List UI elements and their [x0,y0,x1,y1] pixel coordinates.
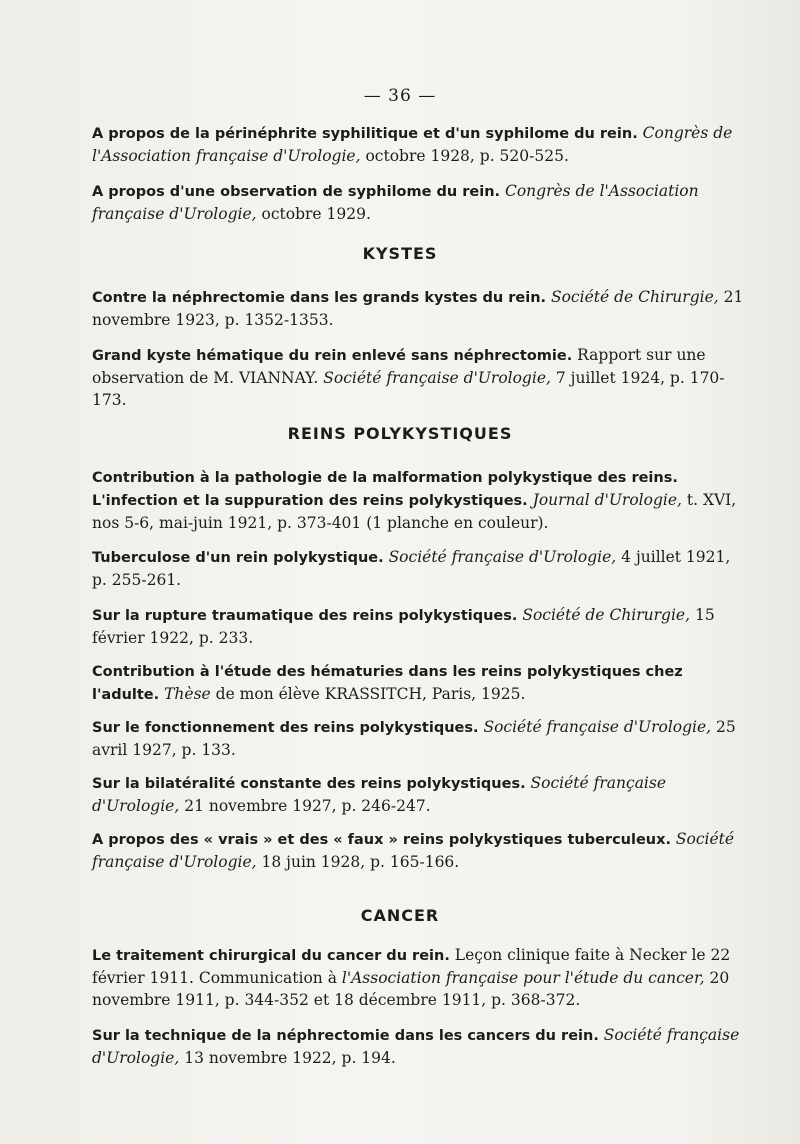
entry-details: octobre 1929. [261,205,371,223]
entry-details: 18 juin 1928, p. 165-166. [261,853,460,871]
entry-title: Sur la rupture traumatique des reins polykystiques. [92,608,518,624]
entry-pre: Leçon clinique faite à Necker le 22 février 1911. Communication à [92,946,731,987]
entry-venue: Société française d'Urologie, [323,369,551,387]
bibliography-entry [92,466,750,534]
bibliography-entry [92,122,750,167]
entry-venue: Congrès de l'Association française d'Urologie, [92,124,733,165]
entry-venue: Société de Chirurgie, [550,288,719,306]
section-heading-kystes: KYSTES [362,244,438,263]
entry-details: 21 novembre 1927, p. 246-247. [184,797,431,815]
entry-title: A propos d'une observation de syphilome du rein. [92,184,501,200]
entry-details: t. XVI, nos 5-6, mai-juin 1921, p. 373-401 (1 planche en couleur). [92,491,737,532]
entry-details: 4 juillet 1921, p. 255-261. [92,548,731,589]
entry-details: 13 novembre 1922, p. 194. [184,1049,396,1067]
entry-pre: Rapport sur une observation de M. VIANNAY. [92,346,706,387]
bibliography-entry [92,944,750,1011]
page-number: — 36 — [363,86,437,106]
bibliography-entry [92,180,750,225]
entry-title: A propos des « vrais » et des « faux » reins polykystiques tuberculeux. [92,832,671,848]
entry-details: 21 novembre 1923, p. 1352-1353. [92,288,744,329]
bibliography-entry [92,660,750,706]
bibliography-entry [92,286,750,331]
entry-venue: Société française d'Urologie, [483,718,712,736]
entry-title: Sur la technique de la néphrectomie dans les cancers du rein. [92,1028,599,1044]
entry-title: Grand kyste hématique du rein enlevé sans néphrectomie. [92,348,573,364]
entry-venue: l'Association française pour l'étude du cancer, [341,969,705,987]
bibliography-entry [92,1024,750,1069]
entry-venue: Société française d'Urologie, [92,774,667,815]
entry-title: Tuberculose d'un rein polykystique. [92,550,384,566]
entry-venue: Société française d'Urologie, [92,1026,740,1067]
entry-venue: Société française d'Urologie, [92,830,735,871]
entry-title: Le traitement chirurgical du cancer du rein. [92,948,450,964]
entry-details: 25 avril 1927, p. 133. [92,718,736,759]
entry-details: octobre 1928, p. 520-525. [365,147,569,165]
entry-venue: Société française d'Urologie, [388,548,617,566]
entry-venue: Société de Chirurgie, [522,606,691,624]
entry-venue: Thèse [164,685,211,703]
section-heading-polykystiques: REINS POLYKYSTIQUES [287,424,513,443]
entry-venue: Journal d'Urologie, [532,491,682,509]
bibliography-entry [92,716,750,761]
entry-title: A propos de la périnéphrite syphilitique et d'un syphilome du rein. [92,126,638,142]
entry-title: Sur le fonctionnement des reins polykystiques. [92,720,479,736]
bibliography-entry [92,344,750,411]
bibliography-entry [92,772,750,817]
entry-title: Contre la néphrectomie dans les grands kystes du rein. [92,290,547,306]
entry-details: 15 février 1922, p. 233. [92,606,715,647]
entry-venue: Congrès de l'Association française d'Urologie, [92,182,699,223]
entry-details: 7 juillet 1924, p. 170-173. [92,369,725,409]
entry-details: de mon élève KRASSITCH, Paris, 1925. [215,685,526,703]
bibliography-entry [92,828,750,873]
entry-details: 20 novembre 1911, p. 344-352 et 18 décembre 1911, p. 368-372. [92,969,730,1009]
section-heading-cancer: CANCER [360,906,440,925]
entry-title: Contribution à l'étude des hématuries dans les reins polykystiques chez l'adulte. [92,664,683,703]
bibliography-entry [92,604,750,649]
entry-title: Sur la bilatéralité constante des reins polykystiques. [92,776,526,792]
bibliography-entry [92,546,750,591]
entry-title: Contribution à la pathologie de la malformation polykystique des reins. L'infection et la suppuration des reins polykystiques. [92,470,678,509]
